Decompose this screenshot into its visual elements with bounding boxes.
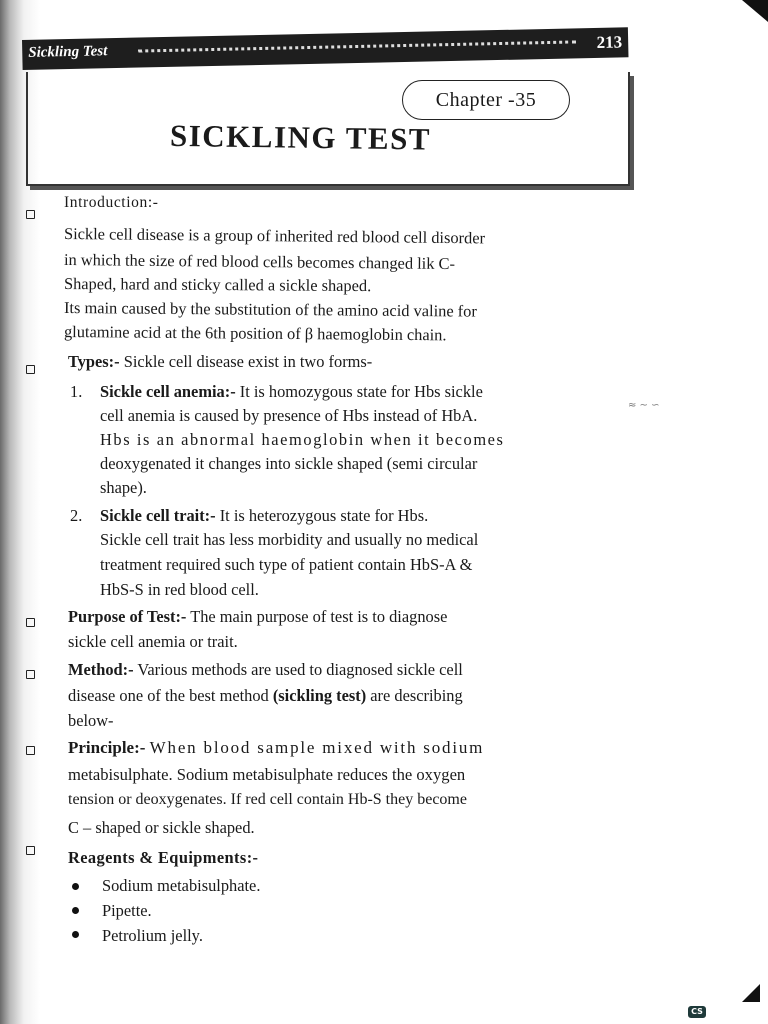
introduction-line: in which the size of red blood cells becomes changed lik C- xyxy=(63,250,456,274)
types-heading: Types:- xyxy=(68,352,120,371)
types-item-line: Sickle cell trait has less morbidity and usually no medical xyxy=(100,530,479,549)
reagent-item: Petrolium jelly. xyxy=(102,926,203,945)
purpose-heading: Purpose of Test:- xyxy=(68,607,187,626)
chapter-title: SICKLING TEST xyxy=(169,117,432,157)
types-item-line: It is heterozygous state for Hbs. xyxy=(219,506,429,525)
bullet-dot-icon xyxy=(72,931,79,938)
chapter-label: Chapter -35 xyxy=(402,80,570,120)
scanner-badge: CS xyxy=(688,1006,706,1018)
section-bullet-icon xyxy=(26,210,35,219)
types-item-title: Sickle cell trait:- xyxy=(100,506,216,525)
section-bullet-icon xyxy=(26,846,35,855)
types-item-line: HbS-S in red blood cell. xyxy=(100,580,259,599)
principle-line: metabisulphate. Sodium metabisulphate reduces the oxygen xyxy=(68,765,466,784)
method-line: below- xyxy=(68,711,114,730)
method-highlight: (sickling test) xyxy=(272,686,367,705)
section-bullet-icon xyxy=(26,618,35,627)
page-corner-shadow xyxy=(742,0,768,22)
method-line: disease one of the best method xyxy=(68,686,269,705)
principle-heading: Principle:- xyxy=(68,738,146,757)
reagents-heading: Reagents & Equipments:- xyxy=(68,848,259,867)
method-heading: Method:- xyxy=(68,660,134,679)
section-bullet-icon xyxy=(26,746,35,755)
types-item-line: cell anemia is caused by presence of Hbs instead of HbA. xyxy=(100,406,478,425)
method-line: are describing xyxy=(370,686,463,705)
types-item-line: shape). xyxy=(100,478,147,497)
reagent-item: Sodium metabisulphate. xyxy=(102,876,261,895)
types-item-1-first-line xyxy=(100,382,483,402)
method-first-line xyxy=(68,660,463,680)
purpose-line: sickle cell anemia or trait. xyxy=(68,632,238,651)
types-item-number: 2. xyxy=(70,506,83,525)
running-head xyxy=(22,27,628,70)
principle-line: tension or deoxygenates. If red cell contain Hb-S they become xyxy=(68,791,467,808)
introduction-heading: Introduction:- xyxy=(64,194,159,211)
page-number: 213 xyxy=(596,32,623,52)
purpose-first-line xyxy=(68,607,447,627)
principle-first-line xyxy=(68,738,484,758)
principle-line: When blood sample mixed with sodium xyxy=(149,738,485,757)
bullet-dot-icon xyxy=(72,907,79,914)
running-head-title: Sickling Test xyxy=(28,43,108,61)
bullet-dot-icon xyxy=(72,883,79,890)
types-paragraph xyxy=(68,352,372,372)
types-intro: Sickle cell disease exist in two forms- xyxy=(123,352,373,371)
page-corner-shadow-bottom xyxy=(742,984,760,1002)
types-item-line: treatment required such type of patient contain HbS-A & xyxy=(100,555,473,574)
types-item-title: Sickle cell anemia:- xyxy=(100,382,236,401)
reagent-item: Pipette. xyxy=(102,901,152,920)
running-head-leader xyxy=(138,40,576,52)
section-bullet-icon xyxy=(26,670,35,679)
types-item-line: It is homozygous state for Hbs sickle xyxy=(239,382,483,401)
introduction-line: glutamine acid at the 6th position of β haemoglobin chain. xyxy=(63,322,447,345)
introduction-line: Sickle cell disease is a group of inherited red blood cell disorder xyxy=(63,224,486,248)
types-item-line: deoxygenated it changes into sickle shaped (semi circular xyxy=(100,454,478,473)
method-second-line xyxy=(68,686,463,706)
types-item-2-first-line xyxy=(100,506,428,526)
principle-line: C – shaped or sickle shaped. xyxy=(68,818,255,837)
handwritten-note-icon: ≈ ∼ ∽ xyxy=(628,400,660,411)
types-item-number: 1. xyxy=(70,382,83,401)
introduction-line: Shaped, hard and sticky called a sickle shaped. xyxy=(63,274,372,296)
method-line: Various methods are used to diagnosed sickle cell xyxy=(137,660,463,679)
purpose-line: The main purpose of test is to diagnose xyxy=(190,607,448,626)
section-bullet-icon xyxy=(26,365,35,374)
introduction-line: Its main caused by the substitution of the amino acid valine for xyxy=(63,298,477,321)
types-item-line: Hbs is an abnormal haemoglobin when it becomes xyxy=(100,430,505,449)
